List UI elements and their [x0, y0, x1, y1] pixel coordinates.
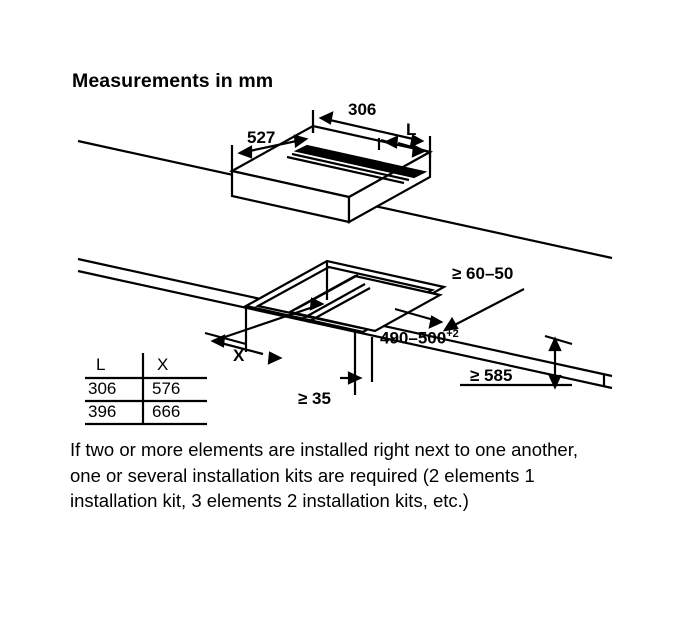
cutout-depth-value: 490–500: [380, 328, 447, 348]
table-cell-X-2: 666: [152, 402, 181, 421]
ext-line-585-top: [545, 336, 572, 344]
table-cell-L-1: 306: [88, 379, 117, 398]
page-title: Measurements in mm: [72, 70, 274, 92]
arrow-490-left: [430, 317, 441, 327]
dimension-label-306: 306: [348, 100, 377, 119]
table-header-L: L: [96, 355, 106, 374]
arrow-35: [349, 373, 360, 383]
cutout-depth-tolerance: +2: [446, 328, 459, 340]
dimension-label-L-top: L: [406, 120, 417, 139]
arrow-527-left: [240, 147, 251, 157]
arrow-X-lower-right: [269, 353, 280, 363]
arrow-306-left: [321, 113, 332, 123]
installation-note: If two or more elements are installed right next to one another, one or several installation kits are required (2 elements 1 installation kit, 3 elements 2 installation kits, etc.): [70, 439, 579, 511]
dimension-label-edge-35: ≥ 35: [298, 389, 331, 408]
table-cell-L-2: 396: [88, 402, 117, 421]
dimension-label-worktop-585: ≥ 585: [470, 366, 513, 385]
dimension-label-527: 527: [247, 128, 276, 147]
dimension-label-cutout-depth: [380, 328, 459, 349]
dimension-label-clearance-60-50: ≥ 60–50: [452, 264, 514, 283]
leader-60-50: [445, 289, 524, 330]
ext-line-X-left: [205, 333, 246, 344]
dimension-label-X: X: [233, 346, 245, 365]
table-cell-X-1: 576: [152, 379, 181, 398]
table-header-X: X: [157, 355, 169, 374]
